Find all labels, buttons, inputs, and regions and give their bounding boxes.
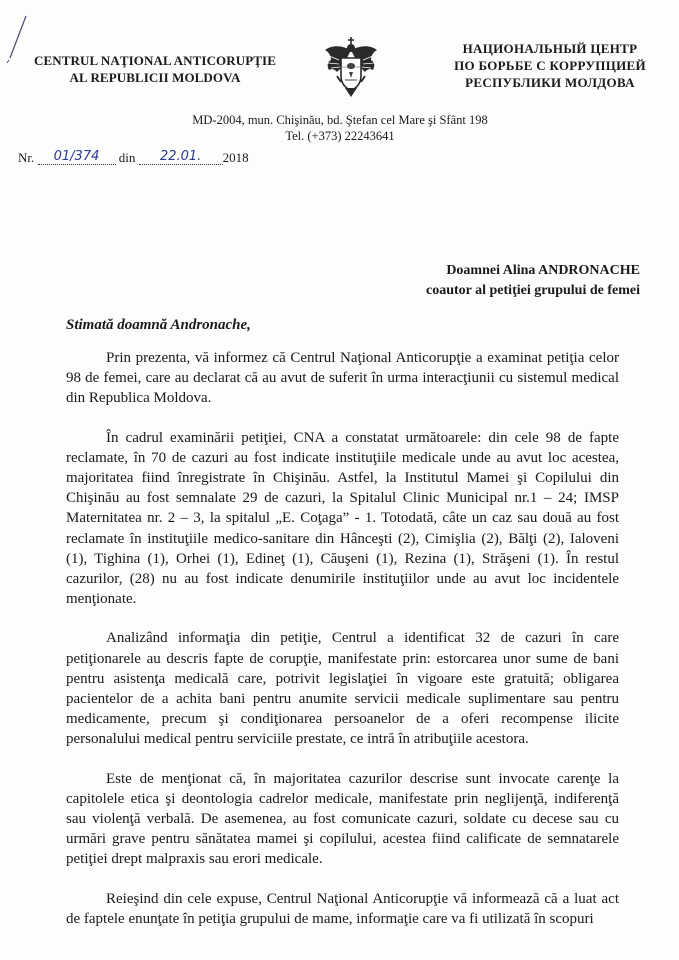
din-label: din <box>118 150 136 165</box>
recipient-name: Doamnei Alina ANDRONACHE <box>446 263 640 278</box>
moldova-coat-of-arms-icon <box>323 36 379 98</box>
registration-date: 22.01. <box>139 149 223 165</box>
institution-name-ro-line2: AL REPUBLICII MOLDOVA <box>69 70 241 85</box>
institution-name-ru-line2: ПО БОРЬБЕ С КОРРУПЦИЕЙ <box>454 58 646 73</box>
salutation: Stimată doamnă Andronache, <box>66 317 251 333</box>
institution-name-ru-line3: РЕСПУБЛИКИ МОЛДОВА <box>465 75 635 90</box>
letter-body <box>66 348 619 948</box>
paragraph-3: Analizând informaţia din petiţie, Centrul a identificat 32 de cazuri în care petiţionarele au descris fapte de corupţie, manifestate prin: estorcarea unor sume de bani pentru asistenţa medicală care, potrivit legislaţiei în vigoare este gratuită; obligarea pacientelor de a achita bani pentru anumite servicii medicale suplimentare sau pentru medicamente, precum şi condiţionarea persoanelor de a oferi recompense ilicite personalului medical pentru serviciile prestate, ce intră în atribuţiile acestora. <box>66 630 619 748</box>
recipient-block <box>340 261 640 301</box>
institution-name-ru <box>430 40 670 91</box>
nr-label: Nr. <box>18 150 35 165</box>
paragraph-2: În cadrul examinării petiţiei, CNA a constatat următoarele: din cele 98 de fapte reclamate, în 70 de cazuri au fost indicate instituţiile medicale unde au avut loc acestea, majoritatea fiind înregistrate în Chişinău. Astfel, la Institutul Mamei şi Copilului din Chişinău au fost semnalate 29 de cazuri, la Spitalul Clinic Municipal nr.1 – 24; IMSP Maternitatea nr. 2 – 3, la spitalul „E. Coţaga” - 1. Totodată, câte un caz sau două au fost reclamate în instituţiile medico-sanitare din Hânceşti (2), Cimişlia (2), Bălţi (2), Ialoveni (1), Tighina (1), Orhei (1), Edineţ (1), Căuşeni (1), Rezina (1), Străşeni (1). În restul cazurilor, (28) nu au fost indicate denumirile instituţiilor unde au avut loc incidentele menţionate. <box>66 429 619 608</box>
institution-name-ro-line1: CENTRUL NAŢIONAL ANTICORUPŢIE <box>33 53 276 68</box>
registration-line <box>18 150 249 167</box>
recipient-role: coautor al petiţiei grupului de femei <box>426 283 640 298</box>
registration-number: 01/374 <box>38 149 116 165</box>
institution-address <box>120 112 560 144</box>
paragraph-5: Reieşind din cele expuse, Centrul Naţional Anticorupţie vă informează că a luat act de faptele enunţate în petiţia grupului de mame, informaţie care va fi utilizată în scopuri <box>66 890 619 927</box>
paragraph-4: Este de menţionat că, în majoritatea cazurilor descrise sunt invocate carenţe la capitolele etica şi deontologia cadrelor medicale, manifestate prin neglijenţă, indiferenţă sau violenţă verbală. De asemenea, au fost comunicate cazuri, soldate cu decese sau cu urmări grave pentru sănătatea mamei şi copilului, acestea fiind calificate de semnatarele petiţiei drept malpraxis sau erori medicale. <box>66 770 619 868</box>
paragraph-1: Prin prezenta, vă informez că Centrul Naţional Anticorupţie a examinat petiţia celor 98 de femei, care au declarat că au avut de suferit în urma interacţiunii cu sistemul medical din Republica Moldova. <box>66 350 619 407</box>
institution-name-ro <box>20 52 290 86</box>
address-line: MD-2004, mun. Chişinău, bd. Ştefan cel Mare şi Sfânt 198 <box>192 113 488 127</box>
registration-year: 2018 <box>222 150 249 165</box>
institution-name-ru-line1: НАЦИОНАЛЬНЫЙ ЦЕНТР <box>462 41 638 56</box>
phone-line: Tel. (+373) 22243641 <box>285 129 395 143</box>
